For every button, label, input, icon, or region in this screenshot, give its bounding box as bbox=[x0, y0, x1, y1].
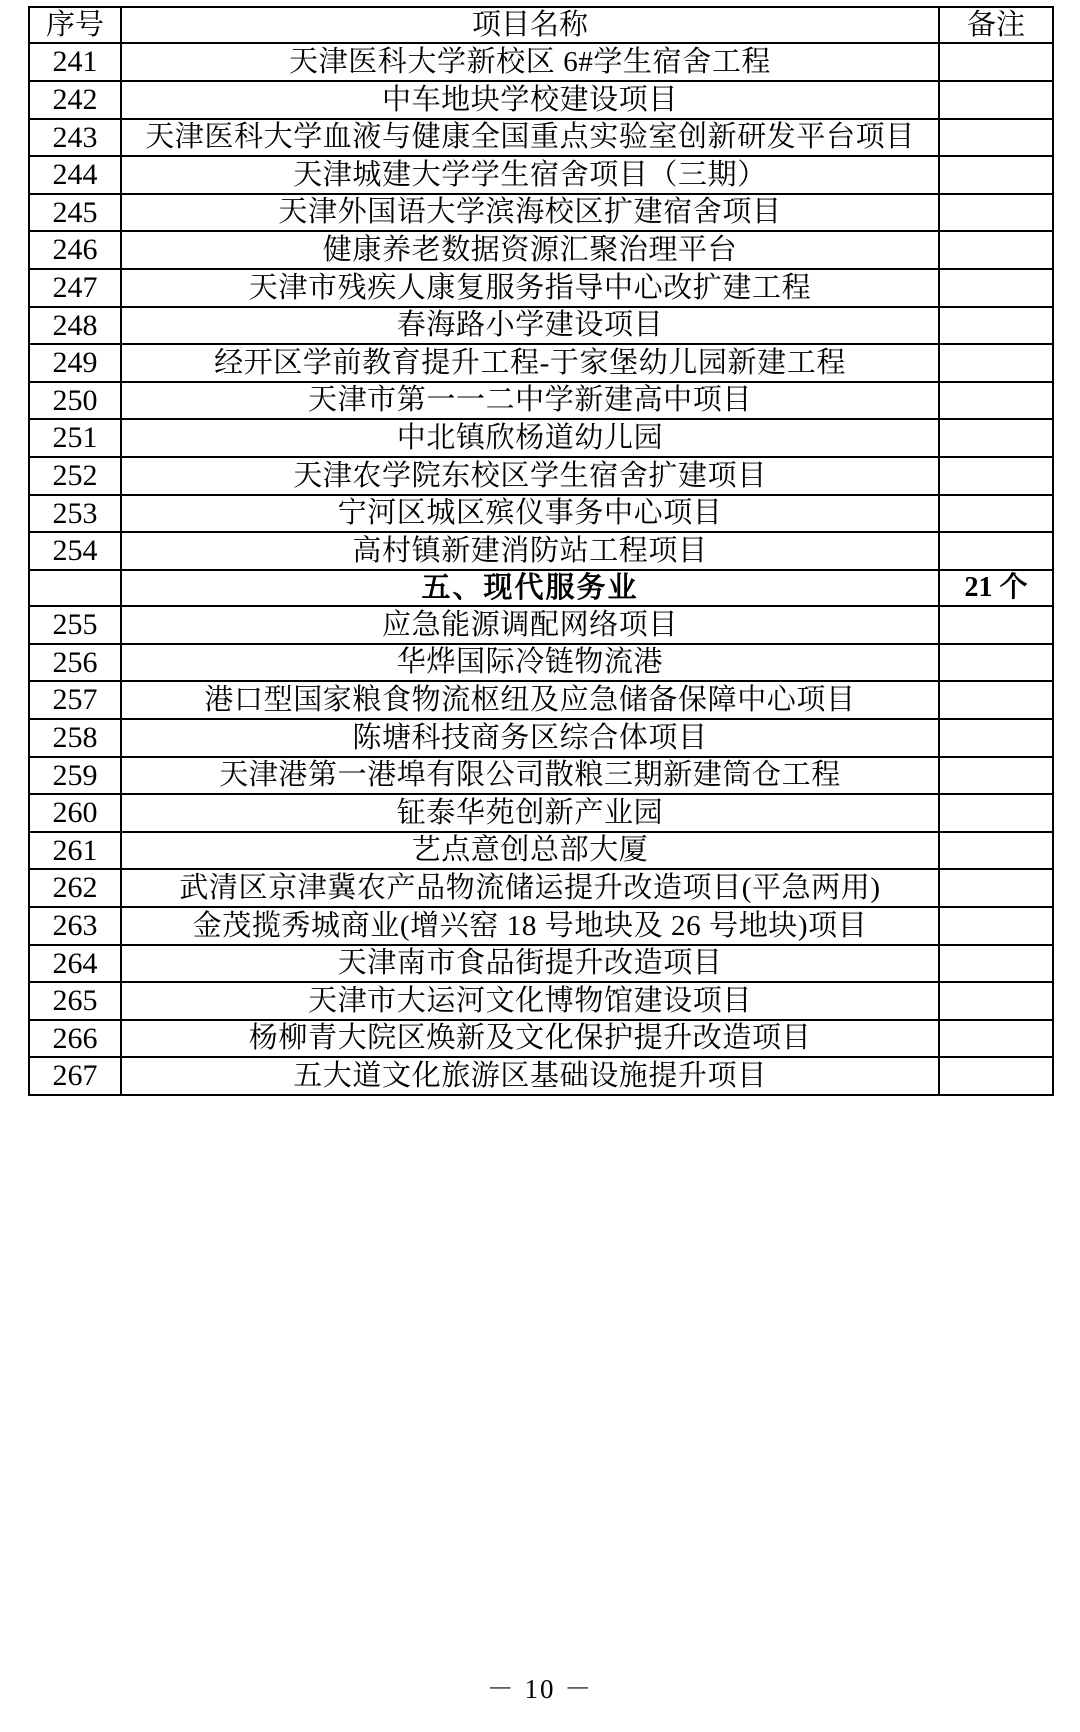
table-row bbox=[29, 231, 1053, 269]
row-number: 256 bbox=[29, 644, 121, 682]
project-name: 春海路小学建设项目 bbox=[121, 307, 939, 345]
row-note bbox=[939, 869, 1053, 907]
row-number: 244 bbox=[29, 156, 121, 194]
row-note bbox=[939, 832, 1053, 870]
project-name: 钲泰华苑创新产业园 bbox=[121, 794, 939, 832]
project-name: 五大道文化旅游区基础设施提升项目 bbox=[121, 1057, 939, 1095]
project-name: 天津南市食品街提升改造项目 bbox=[121, 945, 939, 983]
row-number: 243 bbox=[29, 119, 121, 157]
table-row bbox=[29, 681, 1053, 719]
project-name: 经开区学前教育提升工程-于家堡幼儿园新建工程 bbox=[121, 344, 939, 382]
project-name: 天津市残疾人康复服务指导中心改扩建工程 bbox=[121, 269, 939, 307]
row-number: 250 bbox=[29, 382, 121, 420]
row-note bbox=[939, 269, 1053, 307]
row-number: 258 bbox=[29, 719, 121, 757]
table-row bbox=[29, 495, 1053, 533]
row-note bbox=[939, 907, 1053, 945]
project-name: 中北镇欣杨道幼儿园 bbox=[121, 419, 939, 457]
row-number: 262 bbox=[29, 869, 121, 907]
table-row bbox=[29, 382, 1053, 420]
row-note bbox=[939, 457, 1053, 495]
row-note bbox=[939, 1057, 1053, 1095]
row-note bbox=[939, 681, 1053, 719]
row-note bbox=[939, 606, 1053, 644]
project-name: 艺点意创总部大厦 bbox=[121, 832, 939, 870]
row-number: 246 bbox=[29, 231, 121, 269]
table-row bbox=[29, 945, 1053, 983]
table-row bbox=[29, 269, 1053, 307]
row-note bbox=[939, 1020, 1053, 1058]
project-name: 高村镇新建消防站工程项目 bbox=[121, 532, 939, 570]
project-name: 应急能源调配网络项目 bbox=[121, 606, 939, 644]
table-row bbox=[29, 644, 1053, 682]
row-note bbox=[939, 307, 1053, 345]
project-name: 天津农学院东校区学生宿舍扩建项目 bbox=[121, 457, 939, 495]
column-header-note: 备注 bbox=[939, 7, 1053, 43]
project-name: 天津医科大学新校区 6#学生宿舍工程 bbox=[121, 43, 939, 81]
table-row bbox=[29, 757, 1053, 795]
project-name: 金茂揽秀城商业(增兴窑 18 号地块及 26 号地块)项目 bbox=[121, 907, 939, 945]
row-note bbox=[939, 43, 1053, 81]
project-name: 杨柳青大院区焕新及文化保护提升改造项目 bbox=[121, 1020, 939, 1058]
row-note bbox=[939, 382, 1053, 420]
row-number: 254 bbox=[29, 532, 121, 570]
table-header-row bbox=[29, 7, 1053, 43]
row-note bbox=[939, 982, 1053, 1020]
row-note bbox=[939, 794, 1053, 832]
row-number: 263 bbox=[29, 907, 121, 945]
table-row bbox=[29, 156, 1053, 194]
row-number: 259 bbox=[29, 757, 121, 795]
project-name: 天津医科大学血液与健康全国重点实验室创新研发平台项目 bbox=[121, 119, 939, 157]
table-row bbox=[29, 794, 1053, 832]
table-row bbox=[29, 457, 1053, 495]
table-row bbox=[29, 194, 1053, 232]
row-number: 249 bbox=[29, 344, 121, 382]
row-note bbox=[939, 119, 1053, 157]
row-number: 261 bbox=[29, 832, 121, 870]
project-name: 天津港第一港埠有限公司散粮三期新建筒仓工程 bbox=[121, 757, 939, 795]
row-note bbox=[939, 532, 1053, 570]
row-number: 247 bbox=[29, 269, 121, 307]
row-number: 245 bbox=[29, 194, 121, 232]
table-row bbox=[29, 43, 1053, 81]
project-name: 天津城建大学学生宿舍项目（三期） bbox=[121, 156, 939, 194]
row-number: 251 bbox=[29, 419, 121, 457]
row-note bbox=[939, 945, 1053, 983]
project-name: 宁河区城区殡仪事务中心项目 bbox=[121, 495, 939, 533]
table-row bbox=[29, 1057, 1053, 1095]
row-number bbox=[29, 570, 121, 606]
row-number: 242 bbox=[29, 81, 121, 119]
table-row bbox=[29, 869, 1053, 907]
table-row bbox=[29, 344, 1053, 382]
row-note bbox=[939, 644, 1053, 682]
table-row bbox=[29, 982, 1053, 1020]
table-row bbox=[29, 532, 1053, 570]
table-row bbox=[29, 832, 1053, 870]
column-header-name: 项目名称 bbox=[121, 7, 939, 43]
project-name: 健康养老数据资源汇聚治理平台 bbox=[121, 231, 939, 269]
row-number: 264 bbox=[29, 945, 121, 983]
project-name: 天津市第一一二中学新建高中项目 bbox=[121, 382, 939, 420]
row-note bbox=[939, 344, 1053, 382]
row-note: 21 个 bbox=[939, 570, 1053, 606]
row-note bbox=[939, 419, 1053, 457]
row-note bbox=[939, 757, 1053, 795]
row-number: 267 bbox=[29, 1057, 121, 1095]
table-row bbox=[29, 307, 1053, 345]
row-number: 257 bbox=[29, 681, 121, 719]
page-footer: － 10 － bbox=[486, 1674, 594, 1704]
project-list-table bbox=[28, 6, 1054, 1096]
row-number: 253 bbox=[29, 495, 121, 533]
row-number: 252 bbox=[29, 457, 121, 495]
table-row bbox=[29, 119, 1053, 157]
project-name: 武清区京津冀农产品物流储运提升改造项目(平急两用) bbox=[121, 869, 939, 907]
table-row bbox=[29, 419, 1053, 457]
row-number: 265 bbox=[29, 982, 121, 1020]
table-section-row bbox=[29, 570, 1053, 606]
row-note bbox=[939, 194, 1053, 232]
row-note bbox=[939, 81, 1053, 119]
table-row bbox=[29, 81, 1053, 119]
table-row bbox=[29, 1020, 1053, 1058]
table-row bbox=[29, 907, 1053, 945]
table-row bbox=[29, 719, 1053, 757]
project-name: 港口型国家粮食物流枢纽及应急储备保障中心项目 bbox=[121, 681, 939, 719]
section-title: 五、现代服务业 bbox=[121, 570, 939, 606]
row-number: 260 bbox=[29, 794, 121, 832]
project-name: 陈塘科技商务区综合体项目 bbox=[121, 719, 939, 757]
table-body bbox=[29, 43, 1053, 1095]
table-row bbox=[29, 606, 1053, 644]
project-name: 天津外国语大学滨海校区扩建宿舍项目 bbox=[121, 194, 939, 232]
project-name: 天津市大运河文化博物馆建设项目 bbox=[121, 982, 939, 1020]
row-number: 241 bbox=[29, 43, 121, 81]
row-number: 255 bbox=[29, 606, 121, 644]
row-note bbox=[939, 719, 1053, 757]
row-note bbox=[939, 156, 1053, 194]
column-header-no: 序号 bbox=[29, 7, 121, 43]
row-number: 266 bbox=[29, 1020, 121, 1058]
row-note bbox=[939, 231, 1053, 269]
project-name: 华烨国际冷链物流港 bbox=[121, 644, 939, 682]
row-note bbox=[939, 495, 1053, 533]
row-number: 248 bbox=[29, 307, 121, 345]
project-name: 中车地块学校建设项目 bbox=[121, 81, 939, 119]
